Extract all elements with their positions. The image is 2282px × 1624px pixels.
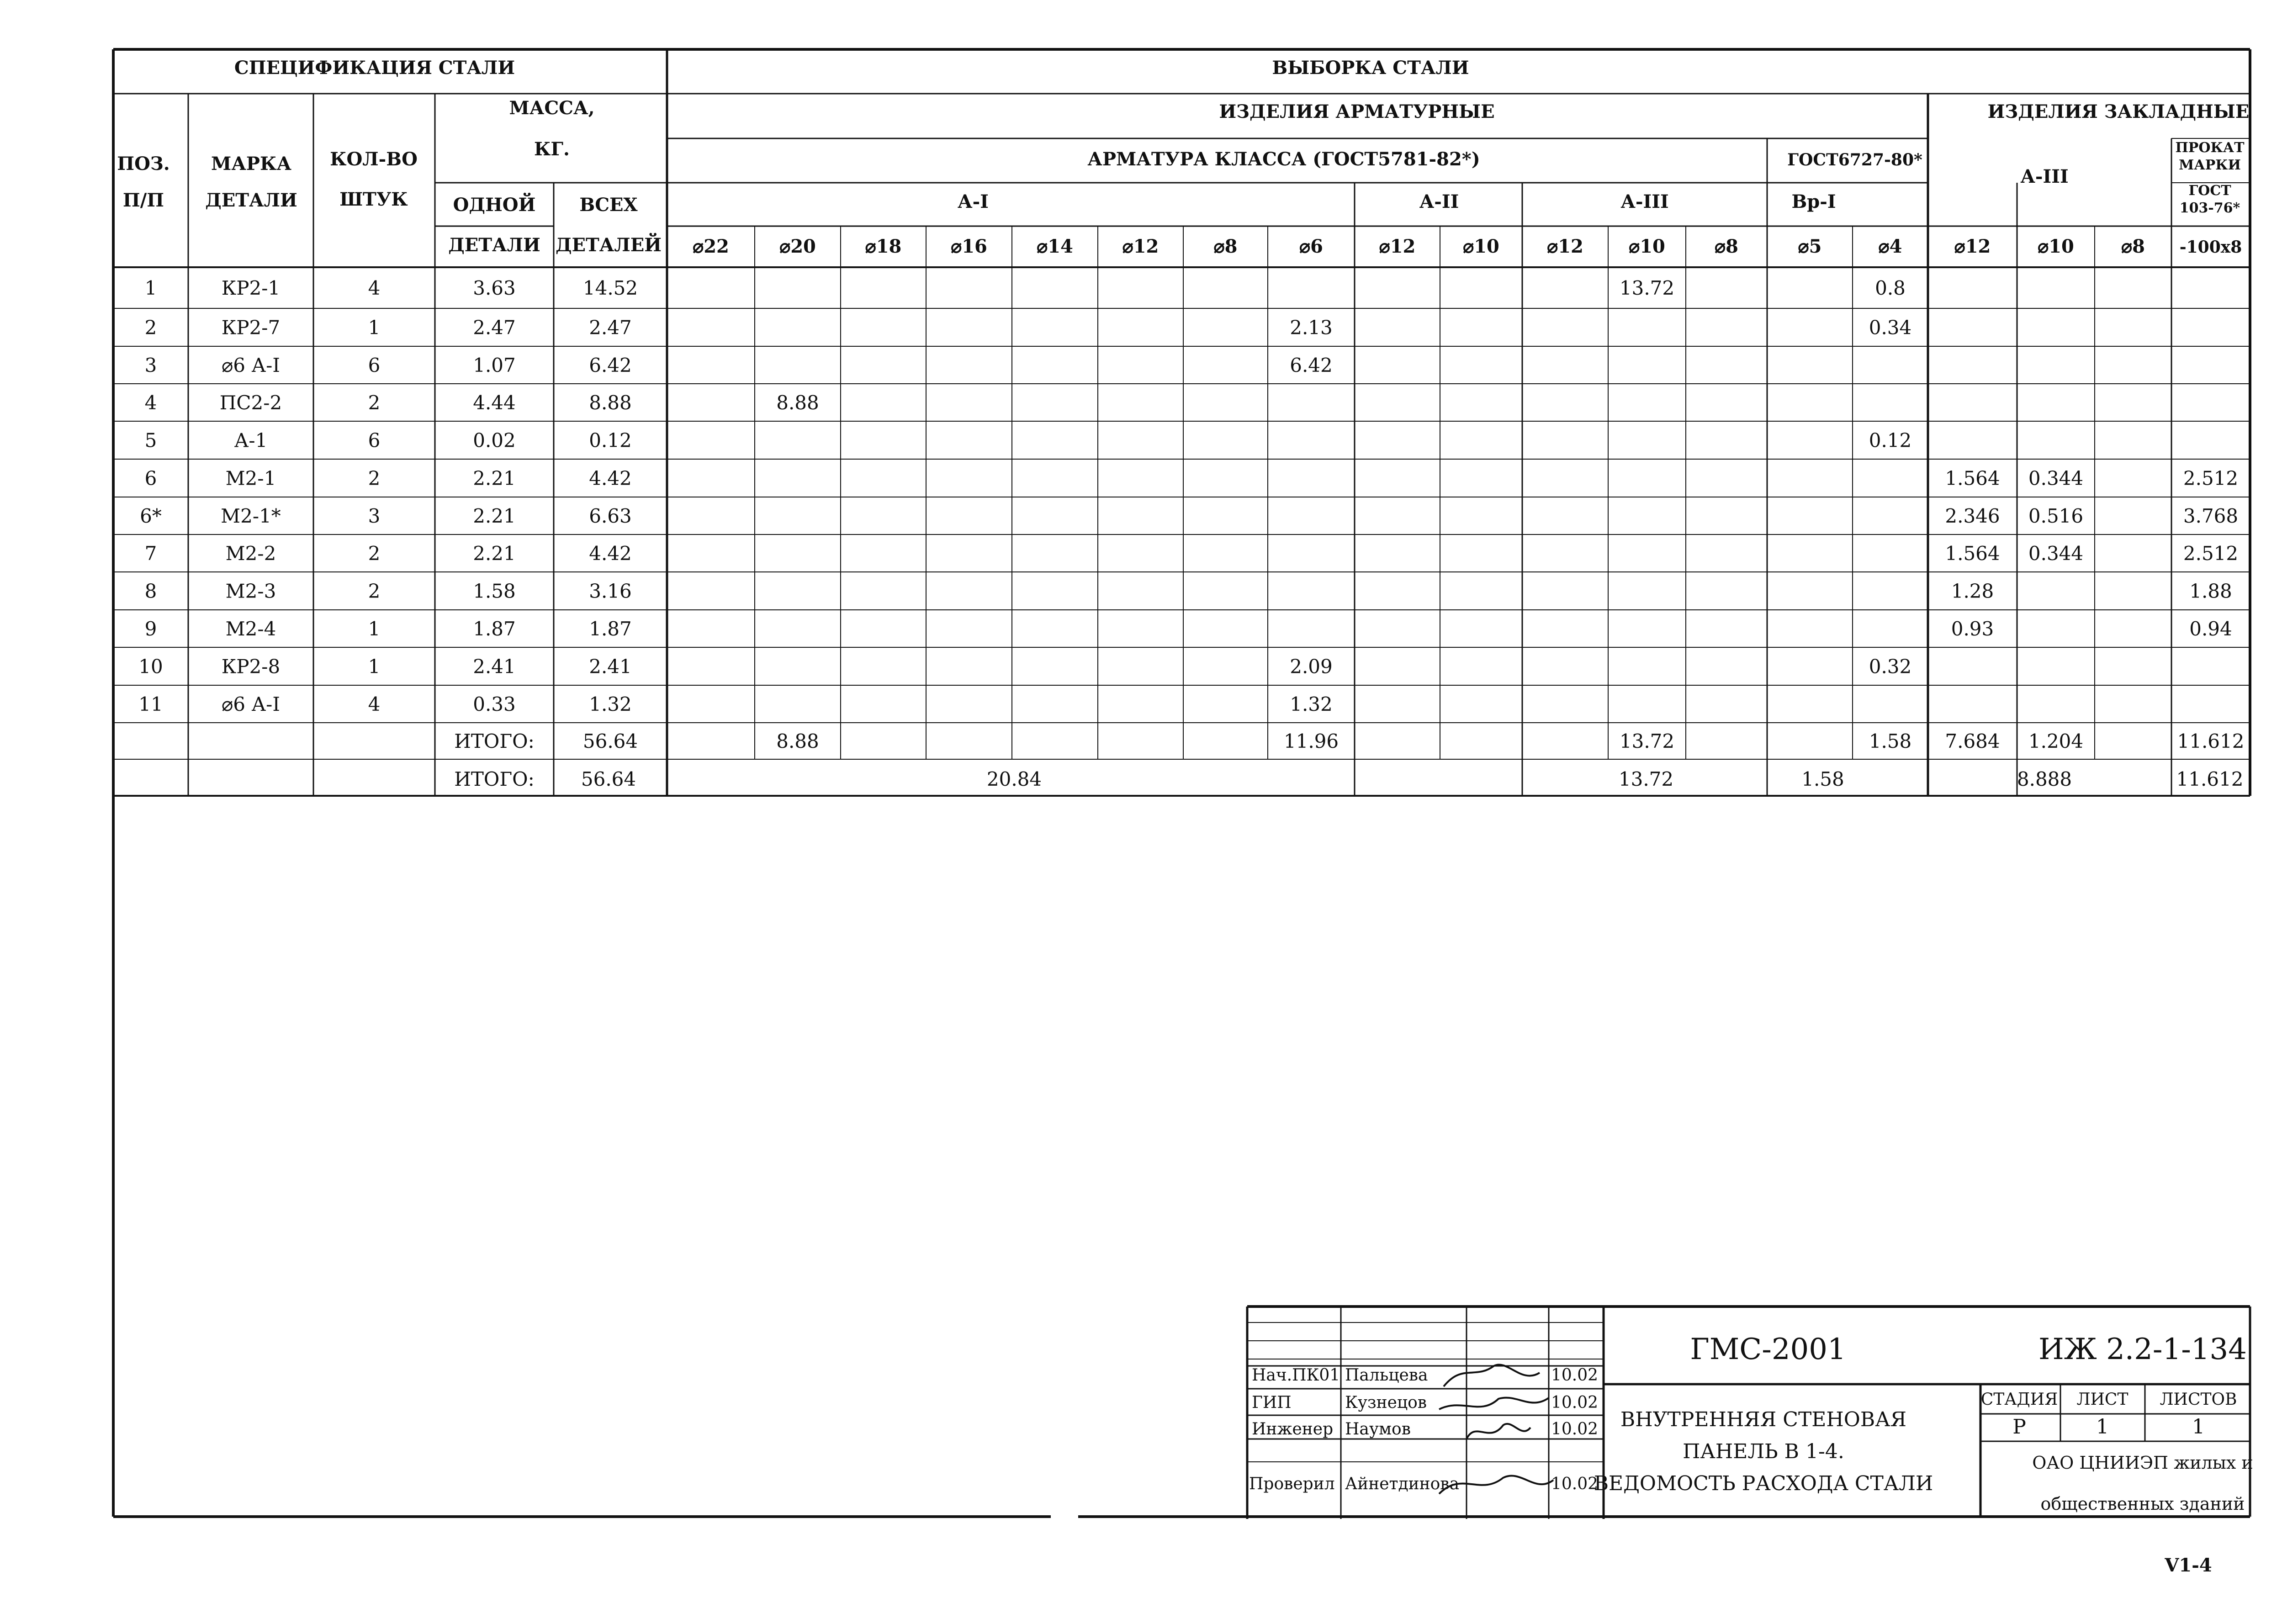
row-mass-one: 3.63 xyxy=(473,277,516,299)
row-mass-all: 3.16 xyxy=(589,580,632,603)
row-qty: 2 xyxy=(368,467,381,490)
spec-title: СПЕЦИФИКАЦИЯ СТАЛИ xyxy=(234,57,515,79)
row-mark: КР2-1 xyxy=(221,277,281,299)
col-one-1: ОДНОЙ xyxy=(453,194,536,216)
sheet-value: 1 xyxy=(2096,1415,2109,1439)
org-line-1: ОАО ЦНИИЭП жилых и xyxy=(2032,1453,2253,1473)
total1-value: 1.204 xyxy=(2028,730,2084,752)
name-4: Айнетдинова xyxy=(1345,1475,1460,1493)
row-mass-one: 2.41 xyxy=(473,655,516,678)
stage-label: СТАДИЯ xyxy=(1980,1390,2058,1409)
row-value: 2.13 xyxy=(1290,316,1333,339)
row-pos: 1 xyxy=(144,277,157,299)
row-value: 2.09 xyxy=(1290,655,1333,678)
diameter-header: ⌀12 xyxy=(1379,236,1416,257)
row-qty: 2 xyxy=(368,580,381,603)
signature-2 xyxy=(1439,1398,1549,1409)
row-value: 6.42 xyxy=(1290,354,1333,376)
diameter-header: ⌀8 xyxy=(1213,236,1238,257)
diameter-header: ⌀6 xyxy=(1299,236,1323,257)
total2-zaklad: 8.888 xyxy=(2017,768,2072,790)
class-gost: АРМАТУРА КЛАССА (ГОСТ5781-82*) xyxy=(1087,148,1480,170)
row-pos: 9 xyxy=(144,618,157,640)
row-qty: 1 xyxy=(368,618,381,640)
name-1: Пальцева xyxy=(1345,1366,1428,1385)
col-mark-2: ДЕТАЛИ xyxy=(205,190,297,211)
row-mass-all: 2.41 xyxy=(589,655,632,678)
row-value: 1.28 xyxy=(1951,580,1994,603)
row-pos: 10 xyxy=(138,655,163,678)
row-value: 13.72 xyxy=(1619,277,1675,299)
row-mass-all: 2.47 xyxy=(589,316,632,339)
sheet-label: ЛИСТ xyxy=(2076,1390,2128,1409)
class-bp1: Вр-I xyxy=(1791,191,1836,212)
row-value: 0.8 xyxy=(1875,277,1906,299)
diameter-header: ⌀12 xyxy=(1547,236,1583,257)
role-1: Нач.ПК01 xyxy=(1252,1366,1340,1385)
title-line-2: ПАНЕЛЬ В 1-4. xyxy=(1683,1440,1844,1463)
row-value: 1.564 xyxy=(1945,542,2000,565)
class-a1: А-I xyxy=(958,191,989,212)
total1-value: 8.88 xyxy=(776,730,819,752)
armatur-title: ИЗДЕЛИЯ АРМАТУРНЫЕ xyxy=(1219,101,1495,122)
diameter-header: -100x8 xyxy=(2179,238,2242,257)
row-value: 3.768 xyxy=(2183,505,2239,527)
row-value: 2.512 xyxy=(2183,542,2239,565)
row-mass-one: 2.21 xyxy=(473,542,516,565)
signature-3 xyxy=(1467,1424,1530,1439)
diameter-header: ⌀5 xyxy=(1798,236,1822,257)
row-qty: 2 xyxy=(368,542,381,565)
row-mass-one: 2.21 xyxy=(473,467,516,490)
total2-label: ИТОГО: xyxy=(454,768,535,790)
total2-all: 56.64 xyxy=(581,768,636,790)
total2-a1: 20.84 xyxy=(986,768,1042,790)
total1-all: 56.64 xyxy=(582,730,638,752)
row-mark: КР2-7 xyxy=(221,316,281,339)
row-mark: М2-2 xyxy=(225,542,276,565)
total1-value: 13.72 xyxy=(1619,730,1675,752)
row-mass-one: 4.44 xyxy=(473,391,516,414)
diameter-header: ⌀8 xyxy=(1715,236,1738,257)
diameter-header: ⌀16 xyxy=(951,236,987,257)
row-pos: 7 xyxy=(144,542,157,565)
sheets-value: 1 xyxy=(2192,1415,2205,1439)
row-mark: М2-1* xyxy=(221,505,281,527)
zaklad-a3: А-III xyxy=(2020,166,2069,187)
row-pos: 6 xyxy=(144,467,157,490)
row-mass-all: 4.42 xyxy=(589,467,632,490)
diameter-header: ⌀10 xyxy=(2038,236,2074,257)
row-mark: М2-1 xyxy=(225,467,276,490)
total2-prokat: 11.612 xyxy=(2176,768,2244,790)
col-qty-2: ШТУК xyxy=(339,189,408,210)
name-2: Кузнецов xyxy=(1345,1393,1427,1412)
row-value: 2.346 xyxy=(1945,505,2000,527)
row-pos: 8 xyxy=(144,580,157,603)
row-mass-all: 6.63 xyxy=(589,505,632,527)
doc-code-1: ГМС-2001 xyxy=(1690,1333,1846,1366)
col-all-1: ВСЕХ xyxy=(579,194,638,216)
role-4: Проверил xyxy=(1249,1475,1335,1493)
col-one-2: ДЕТАЛИ xyxy=(448,234,540,256)
row-pos: 5 xyxy=(144,429,157,452)
row-qty: 4 xyxy=(368,693,381,715)
diameter-header: ⌀8 xyxy=(2121,236,2145,257)
total1-value: 11.96 xyxy=(1283,730,1339,752)
row-qty: 6 xyxy=(368,429,381,452)
col-mass-1: МАССА, xyxy=(509,97,595,119)
gost6727: ГОСТ6727-80* xyxy=(1787,150,1922,169)
row-mass-one: 1.87 xyxy=(473,618,516,640)
row-value: 2.512 xyxy=(2183,467,2239,490)
row-mass-one: 0.02 xyxy=(473,429,516,452)
diameter-header: ⌀22 xyxy=(693,236,729,257)
total2-a3: 13.72 xyxy=(1618,768,1674,790)
row-pos: 4 xyxy=(144,391,157,414)
col-mark-1: МАРКА xyxy=(211,153,291,175)
row-mass-all: 1.87 xyxy=(589,618,632,640)
row-qty: 6 xyxy=(368,354,381,376)
prokat-2: МАРКИ xyxy=(2179,157,2241,173)
total1-label: ИТОГО: xyxy=(454,730,535,752)
col-pos-2: П/П xyxy=(122,190,164,211)
row-mark: КР2-8 xyxy=(221,655,281,678)
row-mass-one: 1.07 xyxy=(473,354,516,376)
row-qty: 2 xyxy=(368,391,381,414)
row-value: 1.88 xyxy=(2189,580,2232,603)
total1-value: 11.612 xyxy=(2177,730,2245,752)
signature-1 xyxy=(1444,1365,1540,1386)
role-2: ГИП xyxy=(1252,1393,1292,1412)
class-a2: А-II xyxy=(1419,191,1459,212)
name-3: Наумов xyxy=(1345,1420,1411,1439)
row-mark: ⌀6 А-I xyxy=(222,354,280,376)
total1-value: 1.58 xyxy=(1869,730,1912,752)
row-mass-all: 0.12 xyxy=(589,429,632,452)
row-value: 0.344 xyxy=(2028,467,2084,490)
row-qty: 3 xyxy=(368,505,381,527)
col-mass-2: КГ. xyxy=(534,138,570,160)
total2-bp1: 1.58 xyxy=(1801,768,1844,790)
row-value: 0.34 xyxy=(1869,316,1912,339)
row-value: 1.32 xyxy=(1290,693,1333,715)
diameter-header: ⌀18 xyxy=(865,236,902,257)
prokat-4: 103-76* xyxy=(2179,200,2240,216)
class-a3: А-III xyxy=(1620,191,1669,212)
row-pos: 3 xyxy=(144,354,157,376)
row-value: 0.516 xyxy=(2028,505,2084,527)
row-value: 0.344 xyxy=(2028,542,2084,565)
col-qty-1: КОЛ-ВО xyxy=(330,148,418,170)
title-block xyxy=(1249,1333,2253,1514)
diameter-header: ⌀14 xyxy=(1037,236,1073,257)
row-value: 8.88 xyxy=(776,391,819,414)
date-4: 10.02 xyxy=(1551,1475,1599,1493)
row-qty: 1 xyxy=(368,316,381,339)
org-line-2: общественных зданий xyxy=(2040,1494,2245,1514)
row-qty: 1 xyxy=(368,655,381,678)
row-value: 0.94 xyxy=(2189,618,2232,640)
doc-code-2: ИЖ 2.2-1-134 xyxy=(2038,1333,2247,1366)
diameter-header: ⌀4 xyxy=(1878,236,1902,257)
zaklad-title: ИЗДЕЛИЯ ЗАКЛАДНЫЕ xyxy=(1987,101,2250,122)
vyborka-title: ВЫБОРКА СТАЛИ xyxy=(1272,57,1469,79)
row-mass-all: 14.52 xyxy=(582,277,638,299)
row-mark: ⌀6 А-I xyxy=(222,693,280,715)
diameter-header: ⌀10 xyxy=(1629,236,1665,257)
row-mass-all: 1.32 xyxy=(589,693,632,715)
diameter-header: ⌀12 xyxy=(1122,236,1159,257)
row-mass-one: 0.33 xyxy=(473,693,516,715)
prokat-1: ПРОКАТ xyxy=(2175,140,2245,156)
row-pos: 11 xyxy=(138,693,163,715)
diameter-header: ⌀12 xyxy=(1954,236,1991,257)
row-mass-all: 4.42 xyxy=(589,542,632,565)
row-value: 1.564 xyxy=(1945,467,2000,490)
row-mass-one: 2.21 xyxy=(473,505,516,527)
row-mark: М2-4 xyxy=(225,618,276,640)
row-mass-all: 8.88 xyxy=(589,391,632,414)
stage-value: Р xyxy=(2012,1415,2026,1439)
row-pos: 6* xyxy=(140,505,162,527)
row-value: 0.93 xyxy=(1951,618,1994,640)
row-mass-one: 1.58 xyxy=(473,580,516,603)
prokat-3: ГОСТ xyxy=(2188,183,2231,199)
title-line-3: ВЕДОМОСТЬ РАСХОДА СТАЛИ xyxy=(1594,1472,1933,1495)
date-1: 10.02 xyxy=(1551,1366,1599,1385)
row-mark: М2-3 xyxy=(225,580,276,603)
sheets-label: ЛИСТОВ xyxy=(2160,1390,2237,1409)
title-line-1: ВНУТРЕННЯЯ СТЕНОВАЯ xyxy=(1620,1408,1907,1431)
row-pos: 2 xyxy=(144,316,157,339)
date-2: 10.02 xyxy=(1551,1393,1599,1412)
date-3: 10.02 xyxy=(1551,1420,1599,1439)
row-qty: 4 xyxy=(368,277,381,299)
row-mass-all: 6.42 xyxy=(589,354,632,376)
sheet-footer: V1-4 xyxy=(2165,1555,2212,1576)
total1-value: 7.684 xyxy=(1945,730,2000,752)
row-value: 0.12 xyxy=(1869,429,1912,452)
diameter-header: ⌀10 xyxy=(1463,236,1499,257)
col-all-2: ДЕТАЛЕЙ xyxy=(555,234,662,256)
row-value: 0.32 xyxy=(1869,655,1912,678)
role-3: Инженер xyxy=(1252,1420,1334,1439)
diameter-header: ⌀20 xyxy=(779,236,816,257)
col-pos-1: ПОЗ. xyxy=(117,153,170,175)
row-mass-one: 2.47 xyxy=(473,316,516,339)
row-mark: ПС2-2 xyxy=(219,391,282,414)
row-mark: А-1 xyxy=(234,429,268,452)
